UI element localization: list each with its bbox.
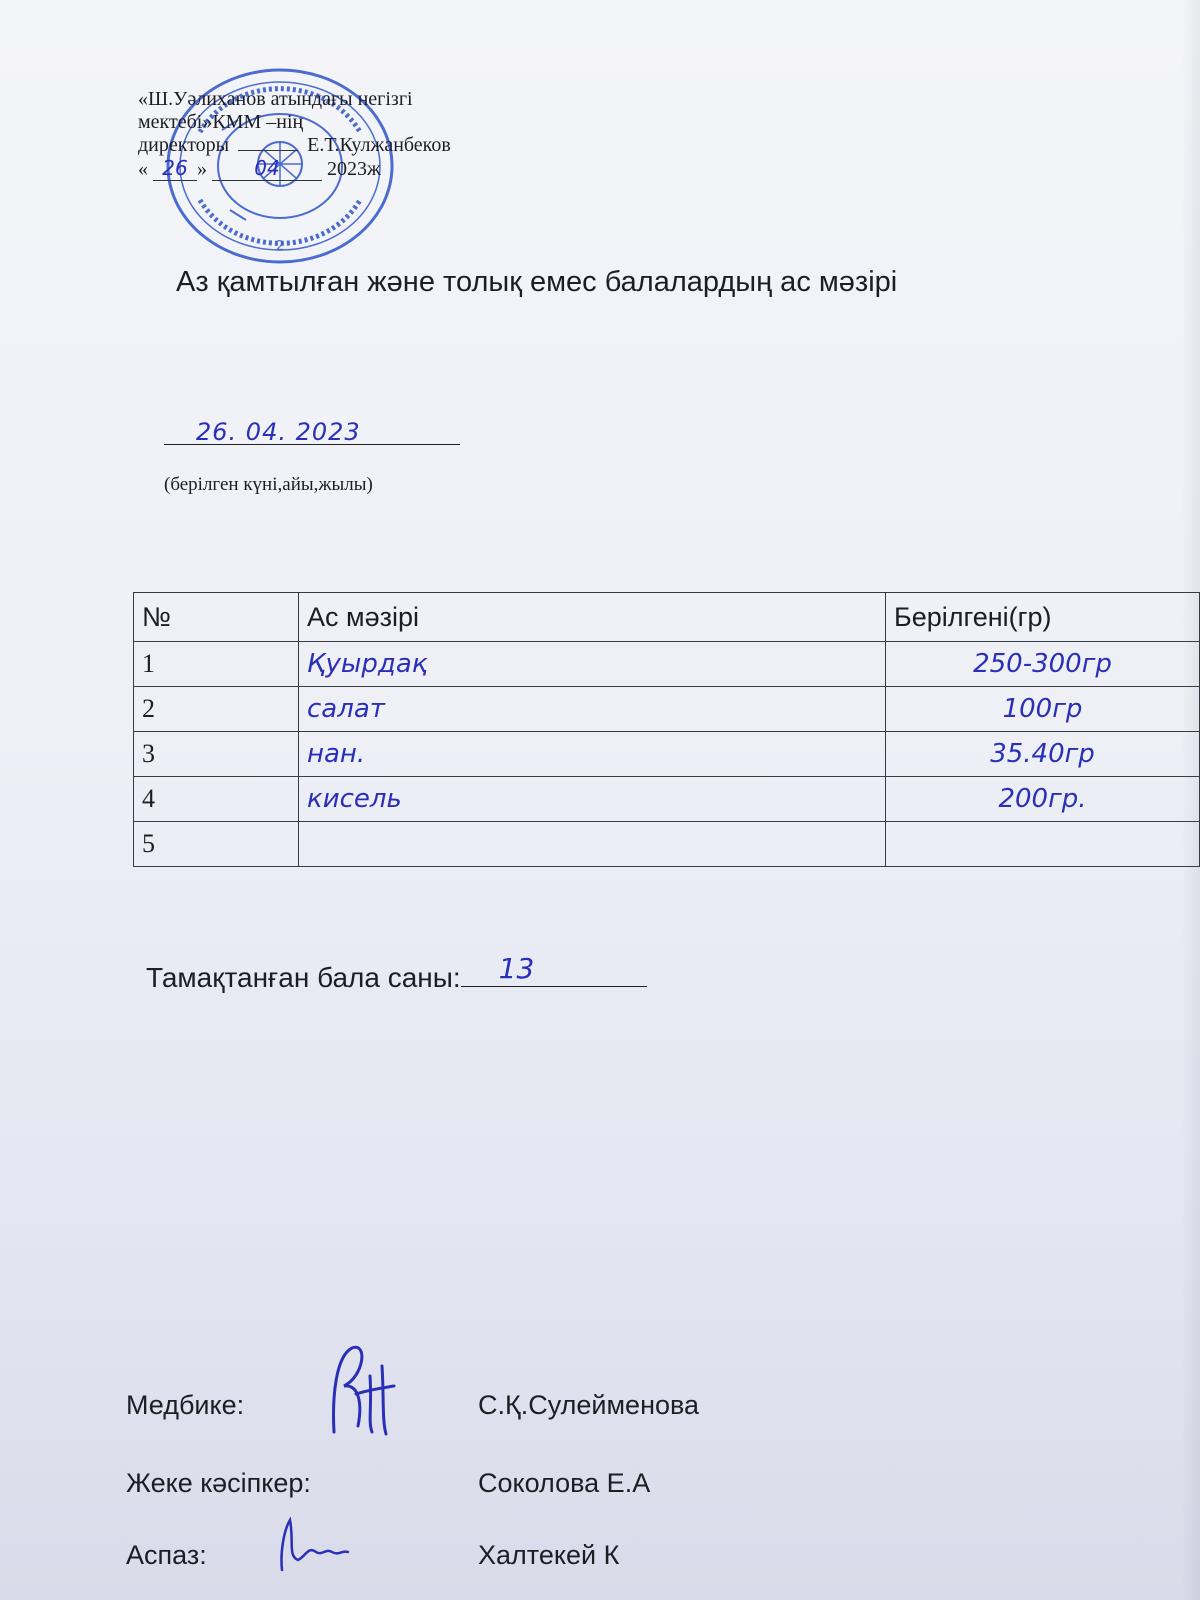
svg-text:2: 2 bbox=[275, 239, 285, 254]
dish-cell bbox=[299, 687, 886, 732]
header-number: № bbox=[134, 593, 299, 642]
approval-block bbox=[138, 88, 451, 181]
table-row bbox=[134, 732, 1200, 777]
amount-value: 250-300гр bbox=[973, 649, 1112, 679]
approval-line-3 bbox=[138, 134, 451, 157]
table-row bbox=[134, 687, 1200, 732]
children-count-value: 13 bbox=[498, 952, 535, 985]
row-number: 2 bbox=[134, 687, 299, 732]
signature-row-entrepreneur bbox=[126, 1468, 651, 1499]
quote-close: » bbox=[197, 158, 207, 180]
row-number: 5 bbox=[134, 822, 299, 867]
dish-cell bbox=[299, 777, 886, 822]
amount-cell bbox=[886, 687, 1200, 732]
dish-name: Қуырдақ bbox=[307, 649, 428, 679]
amount-cell bbox=[886, 777, 1200, 822]
header-dish: Ас мәзірі bbox=[299, 593, 886, 642]
nurse-signature-scribble bbox=[312, 1336, 412, 1444]
signature-row-nurse bbox=[126, 1390, 700, 1421]
amount-value: 35.40гр bbox=[990, 739, 1095, 769]
cook-signature-scribble bbox=[268, 1512, 358, 1572]
table-header-row bbox=[134, 593, 1200, 642]
amount-cell bbox=[886, 642, 1200, 687]
menu-table bbox=[133, 592, 1200, 867]
director-label: директоры bbox=[138, 134, 230, 156]
dish-name: кисель bbox=[307, 784, 402, 814]
signature-role: Аспаз: bbox=[126, 1540, 207, 1570]
signature-name: Халтекей К bbox=[478, 1540, 620, 1570]
table-row bbox=[134, 777, 1200, 822]
amount-value: 200гр. bbox=[998, 784, 1087, 814]
amount-cell bbox=[886, 822, 1200, 867]
date-value: 26. 04. 2023 bbox=[196, 418, 361, 446]
children-count-line bbox=[146, 952, 647, 994]
row-number: 3 bbox=[134, 732, 299, 777]
date-field bbox=[164, 416, 460, 445]
signature-row-cook bbox=[126, 1540, 620, 1571]
amount-cell bbox=[886, 732, 1200, 777]
dish-name: салат bbox=[307, 694, 385, 724]
dish-cell bbox=[299, 642, 886, 687]
signature-role: Жеке кәсіпкер: bbox=[126, 1468, 311, 1498]
children-count-field bbox=[461, 952, 647, 987]
approval-month: 04 bbox=[212, 157, 322, 181]
director-signature-line bbox=[238, 134, 298, 151]
approval-line-2: мектебі»КММ –нің bbox=[138, 111, 304, 133]
document-title: Аз қамтылған және толық емес балалардың ас мәзірі bbox=[176, 266, 898, 298]
approval-day: 26 bbox=[153, 157, 197, 181]
approval-line-4 bbox=[138, 157, 451, 181]
signature-role: Медбике: bbox=[126, 1390, 245, 1420]
dish-cell bbox=[299, 822, 886, 867]
approval-line-1: «Ш.Уәлиханов атындағы негізгі bbox=[138, 88, 413, 110]
dish-name: нан. bbox=[307, 739, 366, 769]
row-number: 1 bbox=[134, 642, 299, 687]
dish-cell bbox=[299, 732, 886, 777]
amount-value: 100гр bbox=[1002, 694, 1083, 724]
signature-name: Соколова Е.А bbox=[478, 1468, 651, 1498]
children-count-label: Тамақтанған бала саны: bbox=[146, 962, 461, 993]
signature-name: С.Қ.Сулейменова bbox=[478, 1390, 700, 1420]
table-row bbox=[134, 642, 1200, 687]
approval-year: 2023ж bbox=[327, 158, 381, 180]
row-number: 4 bbox=[134, 777, 299, 822]
date-caption: (берілген күні,айы,жылы) bbox=[164, 474, 373, 495]
quote-open: « bbox=[138, 158, 148, 180]
director-name: Е.Т.Кулжанбеков bbox=[307, 134, 451, 156]
header-amount: Берілгені(гр) bbox=[886, 593, 1200, 642]
table-row bbox=[134, 822, 1200, 867]
